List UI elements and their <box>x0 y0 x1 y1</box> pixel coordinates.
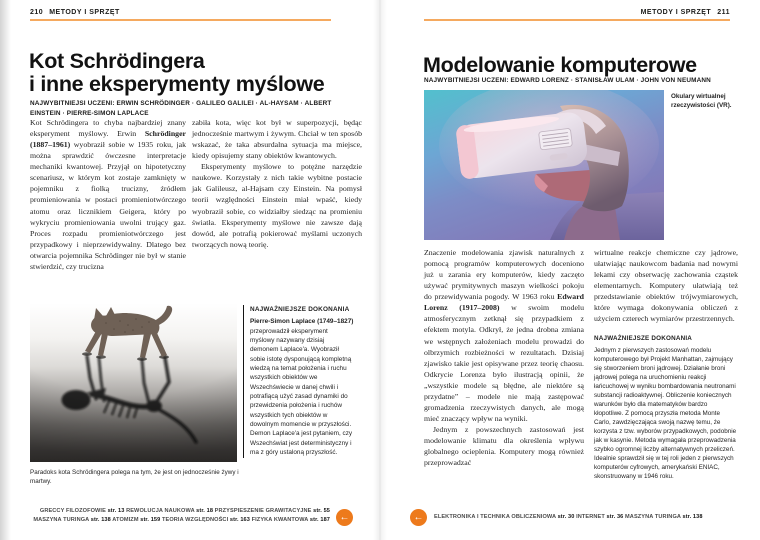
sidebar-achievements-right <box>594 335 738 481</box>
xref-label: REWOLUCJA NAUKOWA <box>124 508 197 514</box>
sidebar-body: Pierre-Simon Laplace (1749–1827) przeprowadził eksperyment myślowy nazywany dzisiaj demonem Laplace'a. Wyobraził sobie istotę dysponującą kompletną wiedzą na temat położenia i ruchu wszystkich obiektów we Wszechświecie w danej chwili i potrafiącą użyć zasad dynamiki do przewidzenia położenia i ruchów wszystkich tych obiektów w dowolnym momencie w przyszłości. Demon Laplace'a jest pytaniem, czy Wszechświat jest deterministyczny i ma z góry ustaloną przyszłość. <box>250 318 354 457</box>
header-rule-left <box>30 19 331 21</box>
body-column-1 <box>30 117 186 272</box>
cat-and-skeleton-illustration <box>30 303 237 462</box>
page-edge-shadow <box>0 0 11 540</box>
xref-line-1 <box>434 513 740 522</box>
body-column-1 <box>424 247 584 481</box>
cross-references-right <box>434 513 740 522</box>
xref-label: INTERNET <box>574 514 607 520</box>
xref-label: GRECCY FILOZOFOWIE <box>39 508 108 514</box>
body-columns-left <box>30 117 362 272</box>
xref-page-number: str. 187 <box>309 517 330 524</box>
cross-references-left <box>30 507 330 525</box>
header-rule-right <box>424 19 730 21</box>
xref-page-number: str. 55 <box>313 508 330 514</box>
paragraph: wirtualne reakcje chemiczne czy jądrowe, ułatwiając naukowcom badania nad nowymi lekami czy obserwację zachowania cząstek elementarnych. Komputery ułatwiają też przedstawianie obiektów trójwymiarowych, które wymaga dokonywania obliczeń z użyciem czterech wymiarów przestrzennych. <box>594 248 738 324</box>
title-line-1: Kot Schrödingera <box>29 49 205 74</box>
paragraph: Znaczenie modelowania zjawisk naturalnych z pomocą programów komputerowych doceniono już u zarania ery komputerów, kiedy zaczęto używać prymitywnych maszyn wielkości pokoju do przewidywania pogody. W 1963 roku Edward Lorenz (1917–2008) w swoim modelu atmosferycznym zetknął się przypadkiem z efektem motyla. Odkrył, że jedna drobna zmiana we wstępnych założeniach modelu prowadzi do olbrzymich rozbieżności w rezultatach. Dzisiaj zjawisko takie jest opisywane przez teorię chaosu. Odkrycie Lorenza było ilustracją opinii, że „wszystkie modele są błędne, ale niektóre są przydatne” – modele nie mają zastępować gromadzenia rzeczywistych danych, ale mogą mieć znaczący wpływ na wyniki. <box>424 248 584 423</box>
skeleton-shadow <box>62 356 197 442</box>
page-number-right: 211 <box>717 9 730 16</box>
fur-speckles <box>105 318 150 333</box>
xref-line-2 <box>30 516 330 525</box>
paragraph: Jednym z powszechnych zastosowań jest modelowanie klimatu dla określenia wpływu globalnego ocieplenia. Komputery mogą również przeprowadzać <box>424 425 584 468</box>
xref-label: FIZYKA KWANTOWA <box>249 517 310 524</box>
xref-page-number: str. 163 <box>229 517 250 524</box>
section-label-right: METODY I SPRZĘT <box>640 9 712 16</box>
vr-photo-caption: Okulary wirtualnej rzeczywistości (VR). <box>671 93 732 110</box>
xref-label: MASZYNA TURINGA <box>623 514 683 520</box>
back-arrow-icon[interactable]: ← <box>410 509 427 526</box>
vr-photo-illustration <box>424 90 664 240</box>
xref-label: TEORIA WZGLĘDNOŚCI <box>160 517 230 524</box>
schroedinger-cat-photo <box>30 303 237 462</box>
paragraph: Eksperymenty myślowe to potężne narzędzie naukowe. Korzystały z nich takie wybitne postacie jak Galileusz, al-Hajsam czy Einstein. Na pomysł teorii względności Einstein miał wpaść, kiedy wyobraził sobie, co widziałby siedząc na promieniu światła. Eksperymenty myślowe nie zawsze dają dowód, ale potrafią pokierować myślami uczonych tworzących nową teorię. <box>192 162 362 249</box>
walking-cat <box>85 306 172 358</box>
xref-page-number: str. 138 <box>682 514 703 520</box>
section-label-left: METODY I SPRZĘT <box>49 9 120 16</box>
sidebar-body: Jednym z pierwszych zastosowań modelu komputerowego był Projekt Manhattan, zajmujący się stworzeniem broni jądrowej. Działanie broni jądrowej polega na uruchomieniu reakcji łańcuchowej w wyniku bombardowania neutronami substancji radioaktywnej. Obliczenie koniecznych warunków było dla matematyków bardzo kłopotliwe. Z pomocą przyszła metoda Monte Carlo, zawdzięczająca swoją nazwę temu, że korzysta z tzw. wyborów przypadkowych, podobnie jak w kasynie. Metoda wymagała przeprowadzenia szybko ogromnej liczby alternatywnych przeliczeń. Idealnie sprawdził się w tej roli jeden z pierwszych komputerów cyfrowych, amerykański ENIAC, skonstruowany w 1946 roku. <box>594 347 737 480</box>
paw-shadows <box>82 352 169 361</box>
page-header-left <box>30 9 331 21</box>
xref-page-number: str. 18 <box>196 508 214 514</box>
back-arrow-icon[interactable]: ← <box>336 509 353 526</box>
paragraph: zabiła kota, więc kot był w superpozycji, będąc jednocześnie martwym i żywym. Chciał w ten sposób wskazać, że taka absurdalna sytuacja ma miejsce, kiedy opisujemy stany obiektów kwantowych. <box>192 118 362 161</box>
cat-photo-caption: Paradoks kota Schrödingera polega na tym, że jest on jednocześnie żywy i martwy. <box>30 469 239 486</box>
scientists-line-right: NAJWYBITNIEJSI UCZENI: EDWARD LORENZ · STANISŁAW ULAM · JOHN VON NEUMANN <box>424 77 711 85</box>
xref-label: ELEKTRONIKA I TECHNIKA OBLICZENIOWA <box>434 514 558 520</box>
sidebar-title: NAJWAŻNIEJSZE DOKONANIA <box>250 306 350 313</box>
xref-page-number: str. 159 <box>140 517 161 524</box>
xref-page-number: str. 13 <box>107 508 125 514</box>
vr-headset-photo <box>424 90 664 240</box>
sidebar-achievements-left <box>243 305 354 458</box>
xref-page-number: str. 30 <box>557 514 575 520</box>
spine-gutter-shadow <box>373 0 387 540</box>
scientists-line-left: NAJWYBITNIEJSI UCZENI: ERWIN SCHRÖDINGER · GALILEO GALILEI · AL-HAYSAM · ALBERT EINSTEIN · PIERRE-SIMON LAPLACE <box>30 100 332 118</box>
body-column-2 <box>192 117 362 272</box>
xref-label: PRZYSPIESZENIE GRAWITACYJNE <box>213 508 314 514</box>
body-columns-right <box>424 247 738 481</box>
paragraph: Kot Schrödingera to chyba najbardziej znany eksperyment myślowy. Erwin Schrödinger (1887–1961) wyobraził sobie w 1935 roku, jak można sprawdzić ówczesne interpretacje mechaniki kwantowej. Przyjął on hipotetyczny scenariusz, w którym kot zostaje zamknięty w pojemniku z fiolką trucizny, źródłem promieniowania w postaci promieniotwórczego atomu oraz licznikiem Geigera, który po wykryciu promieniowania uwolni trujący gaz. Proces rozpadu promieniotwórczego jest przypadkowy i nieprzewidywalny. Dlatego bez otwarcia pojemnika Schrödinger nie był w stanie stwierdzić, czy trucizna <box>30 118 186 271</box>
title-line-2: i inne eksperymenty myślowe <box>29 72 325 97</box>
xref-label: ATOMIZM <box>110 517 141 524</box>
xref-page-number: str. 36 <box>606 514 624 520</box>
page-number-left: 210 <box>30 9 44 16</box>
xref-label: MASZYNA TURINGA <box>33 517 91 524</box>
body-column-2 <box>594 247 738 481</box>
article-title-left <box>29 50 369 96</box>
sidebar-title: NAJWAŻNIEJSZE DOKONANIA <box>594 335 693 343</box>
xref-line-1 <box>30 507 330 516</box>
article-title-right: Modelowanie komputerowe <box>423 53 697 78</box>
xref-page-number: str. 138 <box>90 517 111 524</box>
page-header-right <box>424 9 730 21</box>
